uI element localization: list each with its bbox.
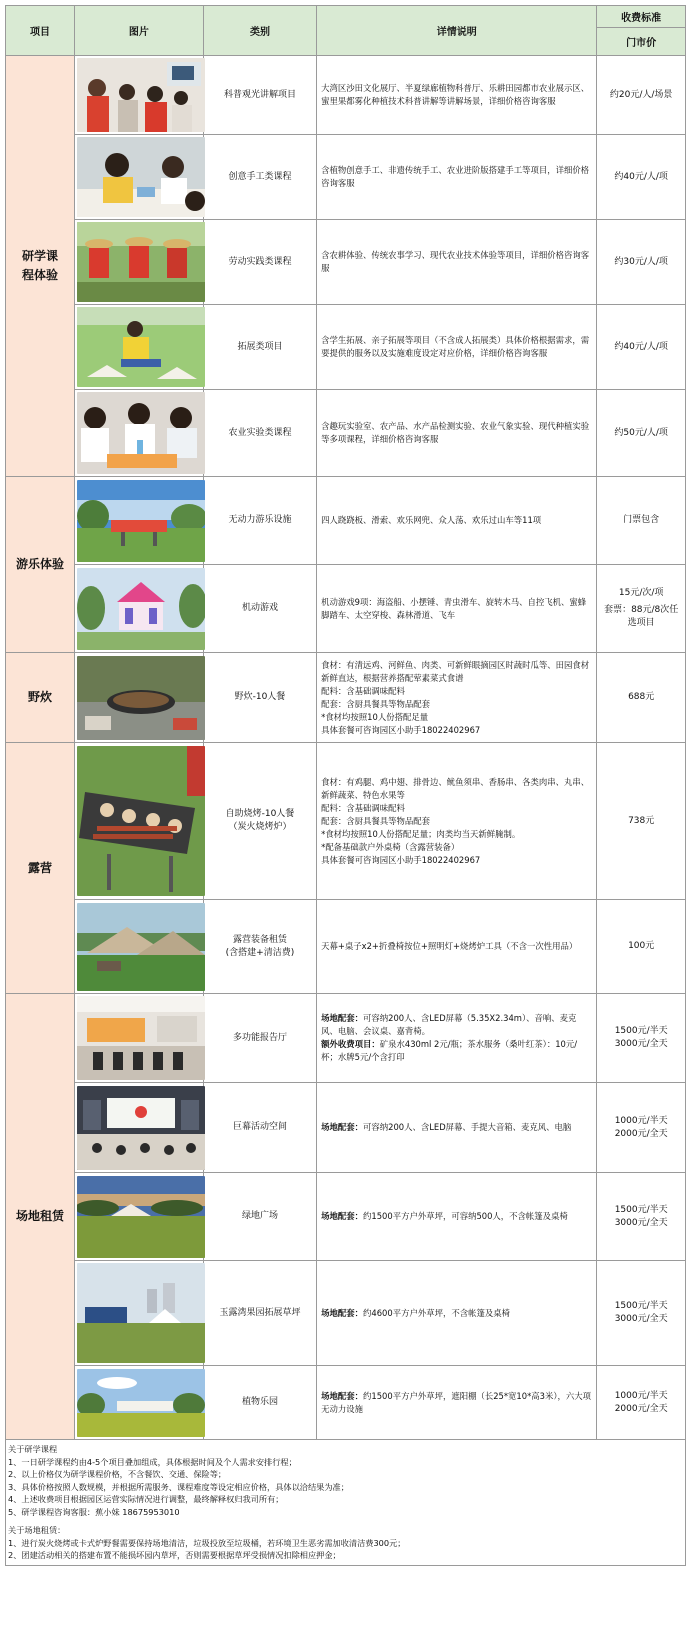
notes-study-item: 1、一日研学课程约由4-5个项目叠加组成，具体根据时间及个人需求安排行程； [8,1456,297,1467]
detail-line: 配料：含基础调味配料 [321,802,405,813]
notes-study-item: 4、上述收费项目根据园区运营实际情况进行调整，最终解释权归我司所有； [8,1494,284,1504]
detail-text: 矿泉水430ml 2元/瓶；茶水服务（桑叶红茶）：10元/杯；水牌5元/个含打印 [321,1039,578,1062]
price-per-ride: 15元/次/项 [618,588,664,598]
row-category: 植物乐园 [203,1366,316,1440]
header-image: 图片 [75,6,204,56]
outdoor-game-photo [77,307,205,387]
row-detail [317,1173,597,1261]
row-price [597,994,686,1083]
image-cell [75,220,204,305]
detail-line: *配备基础款户外桌椅（含露营装备） [321,841,460,852]
image-cell [75,1083,204,1173]
row-category: 创意手工类课程 [203,135,316,220]
detail-line: 配套：含厨具餐具等物品配套 [321,698,430,709]
bbq-grill-photo [77,746,205,896]
detail-line: 食材：有鸡腿、鸡中翅、排骨边、鱿鱼须串、香肠串、各类肉串、丸串、新鲜蔬菜、特色水果等 [321,776,590,800]
handcraft-kids-photo [77,137,205,217]
row-category: 无动力游乐设施 [203,477,316,565]
row-price: 约30元/人/项 [597,220,686,305]
detail-line: 配料：含基础调味配料 [321,685,405,696]
notes-study-item: 2、以上价格仅为研学课程价格，不含餐饮、交通、保险等； [8,1469,227,1479]
row-detail [317,1366,597,1440]
row-detail [317,743,597,900]
price-full-day: 3000元/全天 [614,1314,668,1324]
image-cell [75,477,204,565]
image-cell [75,900,204,994]
row-detail [317,1083,597,1173]
price-table [5,5,686,1440]
header-project: 项目 [6,6,75,56]
image-cell [75,994,204,1083]
classroom-kids-photo [77,58,205,132]
image-cell [75,743,204,900]
notes-study-item: 3、具体价格按照人数规模，并根据所需服务、课程难度等设定相应价格，具体以洽结果为准； [8,1481,349,1492]
picnic-wok-photo [77,656,205,740]
price-half-day: 1000元/半天 [614,1115,668,1126]
image-cell [75,1366,204,1440]
detail-line: 配套：含厨具餐具等物品配套 [321,815,430,826]
row-price: 约40元/人/项 [597,305,686,390]
detail-text: 约4600平方户外草坪，不含帐篷及桌椅 [363,1307,510,1318]
lecture-hall-photo [77,996,205,1080]
orchard-lawn-photo [77,1263,205,1363]
detail-label: 场地配套： [321,1122,363,1132]
row-detail: 机动游戏9项：海盗船、小摆锤、青虫滑车、旋转木马、自控飞机、蜜蜂脚踏车、太空穿梭、森林滑道、飞车 [317,565,597,653]
price-half-day: 1500元/半天 [614,1301,668,1311]
notes-venue-item: 2、团建活动相关的搭建布置不能损坏园内草坪，否则需要根据草坪受损情况扣除相应押金； [8,1550,341,1560]
price-half-day: 1500元/半天 [614,1204,668,1215]
notes-venue-title: 关于场地租赁： [8,1525,66,1535]
notes-study-item: 5、研学课程咨询客服：蕉小妹 18675953010 [8,1506,180,1517]
row-category: 科普观光讲解项目 [203,56,316,135]
image-cell [75,390,204,477]
image-cell [75,565,204,653]
image-cell [75,56,204,135]
row-detail [317,1261,597,1366]
farm-labor-photo [77,222,205,302]
price-full-day: 2000元/全天 [614,1403,668,1414]
row-price [597,1173,686,1261]
lawn-plaza-photo [77,1176,205,1258]
playground-photo [77,480,205,562]
detail-label: 场地配套： [321,1013,363,1023]
header-category: 类别 [203,6,316,56]
row-category: 拓展类项目 [203,305,316,390]
header-fee: 收费标准 [597,6,686,28]
row-category: 机动游戏 [203,565,316,653]
row-detail: 含学生拓展、亲子拓展等项目（不含成人拓展类）具体价格根据需求，需要提供的服务以及实施难度设定对应价格，详细价格咨询客服 [317,305,597,390]
detail-text: 可容纳200人、含LED屏幕（5.35X2.34m）、音响、麦克风、电脑、会议桌、嘉背椅。 [321,1013,577,1036]
row-category [203,743,316,900]
price-full-day: 3000元/全天 [614,1217,668,1228]
price-list [5,5,686,1566]
row-detail: 含趣玩实验室、农产品、水产品检测实验、农业气象实验、现代种植实验等多项课程，详细价格咨询客服 [317,390,597,477]
row-price: 约40元/人/项 [597,135,686,220]
lab-experiment-photo [77,392,205,474]
row-category: 农业实验类课程 [203,390,316,477]
price-package: 套票：88元/8次任选项目 [604,605,679,628]
section-study [6,56,75,477]
detail-line: *食材均按照10人份搭配足量；肉类均当天新鲜腌制。 [321,828,521,839]
image-cell [75,305,204,390]
detail-label: 场地配套： [321,1307,363,1318]
detail-text: 可容纳200人、含LED屏幕、手提大音箱、麦克风、电脑 [363,1122,572,1132]
image-cell [75,1173,204,1261]
detail-label: 场地配套： [321,1390,363,1401]
category-note: （炭火烧烤炉） [228,822,292,832]
row-detail: 天幕+桌子x2+折叠椅按位+照明灯+烧烤炉工具（不含一次性用品） [317,900,597,994]
camping-tent-photo [77,903,205,991]
price-full-day: 3000元/全天 [614,1039,668,1049]
detail-line: 具体套餐可咨询园区小助手18022402967 [321,724,481,735]
price-half-day: 1000元/半天 [614,1390,668,1401]
notes-venue-item: 1、进行炭火烧烤或卡式炉野餐需要保持场地清洁，垃圾投放至垃圾桶，若环境卫生恶劣需加收清洁费300元； [8,1537,406,1548]
row-category [203,900,316,994]
row-price: 约50元/人/项 [597,390,686,477]
row-detail: 四人跷跷板、滑索、欢乐网兜、众人荡、欢乐过山车等11项 [317,477,597,565]
header-detail: 详情说明 [317,6,597,56]
row-category: 多功能报告厅 [203,994,316,1083]
price-half-day: 1500元/半天 [614,1026,668,1036]
row-price [597,565,686,653]
detail-label: 额外收费项目： [321,1039,380,1049]
price-full-day: 2000元/全天 [614,1128,668,1139]
row-category: 玉露湾果园拓展草坪 [203,1261,316,1366]
image-cell [75,653,204,743]
carousel-photo [77,568,205,650]
row-category: 野炊-10人餐 [203,653,316,743]
row-price: 738元 [597,743,686,900]
category-name: 露营装备租赁 [232,934,287,945]
row-price [597,1261,686,1366]
notes-block [5,1440,686,1566]
row-price [597,1366,686,1440]
row-price: 约20元/人/场景 [597,56,686,135]
row-price: 100元 [597,900,686,994]
row-price: 688元 [597,653,686,743]
detail-text: 约1500平方户外草坪，遮阳棚（长25*宽10*高3米），六大项无动力设施 [321,1390,592,1414]
row-detail [317,994,597,1083]
header-price: 门市价 [597,28,686,56]
image-cell [75,1261,204,1366]
plant-park-photo [77,1369,205,1437]
row-detail: 含农耕体验、传统农事学习、现代农业技术体验等项目，详细价格咨询客服 [317,220,597,305]
notes-study-title: 关于研学课程 [8,1444,58,1454]
category-note: (含搭建+清洁费) [225,947,295,958]
row-detail [317,653,597,743]
section-venue: 场地租赁 [6,994,75,1440]
section-study-label: 研学课程体验 [21,249,58,282]
section-picnic: 野炊 [6,653,75,743]
row-category: 巨幕活动空间 [203,1083,316,1173]
row-price [597,1083,686,1173]
detail-line: 食材：有清远鸡、河鲜鱼、肉类、可新鲜眼摘园区时蔬时瓜等、田园食材新鲜直达，根据营养搭配荤素菜式食谱 [321,659,590,683]
big-screen-hall-photo [77,1086,205,1170]
row-price: 门票包含 [597,477,686,565]
detail-label: 场地配套： [321,1211,363,1221]
row-category: 绿地广场 [203,1173,316,1261]
image-cell [75,135,204,220]
row-category: 劳动实践类课程 [203,220,316,305]
detail-text: 约1500平方户外草坪，可容纳500人，不含帐篷及桌椅 [363,1211,568,1221]
row-detail: 含植物创意手工、非遗传统手工、农业进阶版搭建手工等项目，详细价格咨询客服 [317,135,597,220]
row-detail: 大湾区沙田文化展厅、半夏绿廊植物科普厅、乐耕田园都市农业展示区、蜜里果都雾化种植技术科普讲解等讲解场景，详细价格咨询客服 [317,56,597,135]
category-name: 自助烧烤-10人餐 [225,809,295,819]
detail-line: 具体套餐可咨询园区小助手18022402967 [321,854,481,865]
section-play: 游乐体验 [6,477,75,653]
detail-line: *食材均按照10人份搭配足量 [321,711,429,722]
section-camping: 露营 [6,743,75,994]
